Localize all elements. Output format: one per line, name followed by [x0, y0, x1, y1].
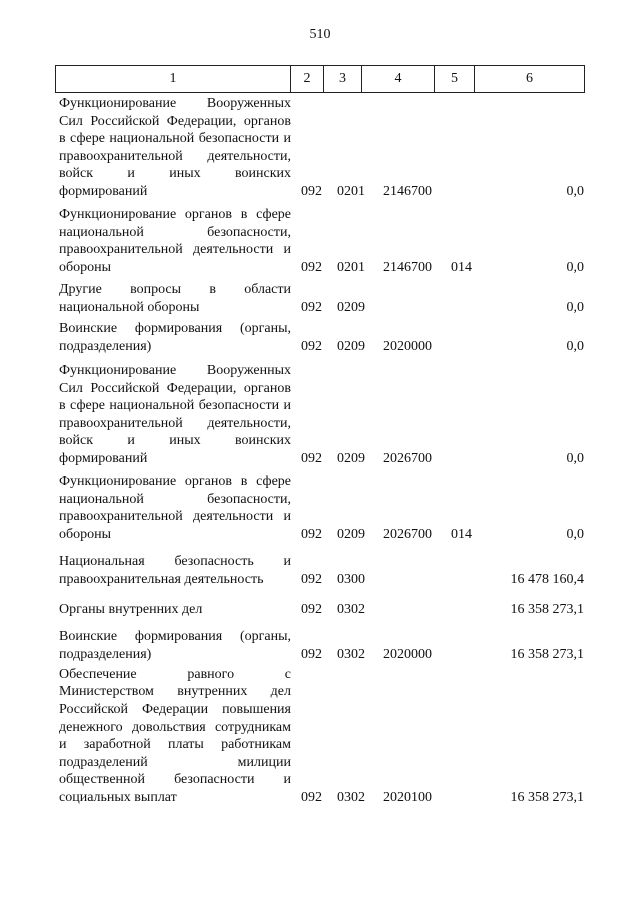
cell-col-6: 0,0 — [566, 451, 584, 466]
description-line: Сил Российской Федерации, органов — [59, 113, 291, 129]
description-line: правоохранительной деятельности и — [59, 509, 291, 525]
cell-col-5: 014 — [451, 526, 472, 542]
description-line: Обеспечение равного с — [59, 666, 291, 682]
cell-col-3: 0209 — [337, 299, 365, 315]
cell-col-6: 16 478 160,4 — [510, 571, 584, 587]
description-line: правоохранительная деятельность — [59, 571, 264, 587]
description-line: национальной безопасности, — [59, 224, 291, 240]
description-line: Функционирование Вооруженных — [59, 363, 291, 378]
cell-col-4: 2020000 — [383, 338, 432, 354]
description-line: в сфере национальной безопасности и — [59, 131, 291, 147]
description-line: правоохранительной деятельности, — [59, 415, 291, 431]
description-line: в сфере национальной безопасности и — [59, 398, 291, 414]
description-line: подразделения) — [59, 646, 152, 662]
description-line: денежного довольствия сотрудникам — [59, 719, 291, 735]
column-header-table — [55, 65, 585, 93]
row-description — [59, 666, 291, 807]
cell-col-2: 092 — [301, 184, 322, 199]
cell-col-5: 014 — [451, 259, 472, 275]
row-description — [59, 362, 291, 468]
cell-col-3: 0302 — [337, 602, 365, 617]
description-line: Воинские формирования (органы, — [59, 321, 291, 337]
row-description — [59, 320, 291, 355]
description-line: обороны — [59, 526, 112, 542]
cell-col-2: 092 — [301, 299, 322, 315]
description-line: Функционирование органов в сфере — [59, 474, 291, 490]
cell-col-3: 0209 — [337, 526, 365, 542]
cell-col-6: 0,0 — [566, 299, 584, 315]
description-line: Другие вопросы в области — [59, 282, 291, 298]
column-header-1: 1 — [56, 66, 291, 93]
cell-col-3: 0302 — [337, 646, 365, 662]
cell-col-2: 092 — [301, 338, 322, 354]
cell-col-4: 2026700 — [383, 526, 432, 542]
description-line: Министерством внутренних дел — [59, 684, 291, 700]
cell-col-3: 0300 — [337, 571, 365, 587]
cell-col-3: 0201 — [337, 184, 365, 199]
cell-col-2: 092 — [301, 571, 322, 587]
cell-col-6: 0,0 — [566, 338, 584, 354]
description-line: Функционирование органов в сфере — [59, 207, 291, 223]
cell-col-2: 092 — [301, 451, 322, 466]
cell-col-6: 16 358 273,1 — [510, 602, 584, 617]
description-line: подразделений милиции — [59, 754, 291, 770]
description-line: Воинские формирования (органы, — [59, 629, 291, 645]
row-description — [59, 95, 291, 201]
description-line: правоохранительной деятельности и — [59, 242, 291, 258]
column-header-5: 5 — [435, 66, 475, 93]
cell-col-6: 16 358 273,1 — [510, 789, 584, 805]
row-description — [59, 553, 291, 588]
description-line: Функционирование Вооруженных — [59, 96, 291, 111]
row-description — [59, 601, 291, 619]
description-line: войск и иных воинских — [59, 433, 291, 449]
cell-col-2: 092 — [301, 602, 322, 617]
cell-col-6: 16 358 273,1 — [510, 646, 584, 662]
description-line: Органы внутренних дел — [59, 602, 203, 617]
description-line: Сил Российской Федерации, органов — [59, 380, 291, 396]
description-line: обороны — [59, 259, 112, 275]
description-line: формирований — [59, 183, 148, 199]
description-line: социальных выплат — [59, 789, 177, 805]
cell-col-6: 0,0 — [566, 184, 584, 199]
row-description — [59, 206, 291, 276]
column-header-2: 2 — [291, 66, 324, 93]
cell-col-4: 2020100 — [383, 789, 432, 805]
cell-col-2: 092 — [301, 646, 322, 662]
cell-col-2: 092 — [301, 789, 322, 805]
description-line: подразделения) — [59, 338, 152, 354]
column-header-4: 4 — [362, 66, 435, 93]
description-line: общественной безопасности и — [59, 772, 291, 788]
row-description — [59, 473, 291, 543]
cell-col-3: 0209 — [337, 338, 365, 354]
cell-col-3: 0302 — [337, 789, 365, 805]
cell-col-2: 092 — [301, 259, 322, 275]
description-line: формирований — [59, 450, 148, 466]
cell-col-4: 2026700 — [383, 451, 432, 466]
cell-col-4: 2146700 — [383, 184, 432, 199]
column-header-6: 6 — [475, 66, 585, 93]
description-line: правоохранительной деятельности, — [59, 148, 291, 164]
row-description — [59, 628, 291, 663]
description-line: национальной обороны — [59, 299, 200, 315]
cell-col-3: 0201 — [337, 259, 365, 275]
cell-col-4: 2146700 — [383, 259, 432, 275]
description-line: Российской Федерации повышения — [59, 701, 291, 717]
cell-col-2: 092 — [301, 526, 322, 542]
description-line: войск и иных воинских — [59, 166, 291, 182]
row-description — [59, 281, 291, 316]
column-header-row — [56, 66, 585, 93]
cell-col-3: 0209 — [337, 451, 365, 466]
cell-col-6: 0,0 — [566, 526, 584, 542]
description-line: и заработной платы работникам — [59, 737, 291, 753]
column-header-3: 3 — [324, 66, 362, 93]
description-line: национальной безопасности, — [59, 491, 291, 507]
cell-col-4: 2020000 — [383, 646, 432, 662]
cell-col-6: 0,0 — [566, 259, 584, 275]
description-line: Национальная безопасность и — [59, 554, 291, 570]
page-number: 510 — [309, 27, 331, 42]
